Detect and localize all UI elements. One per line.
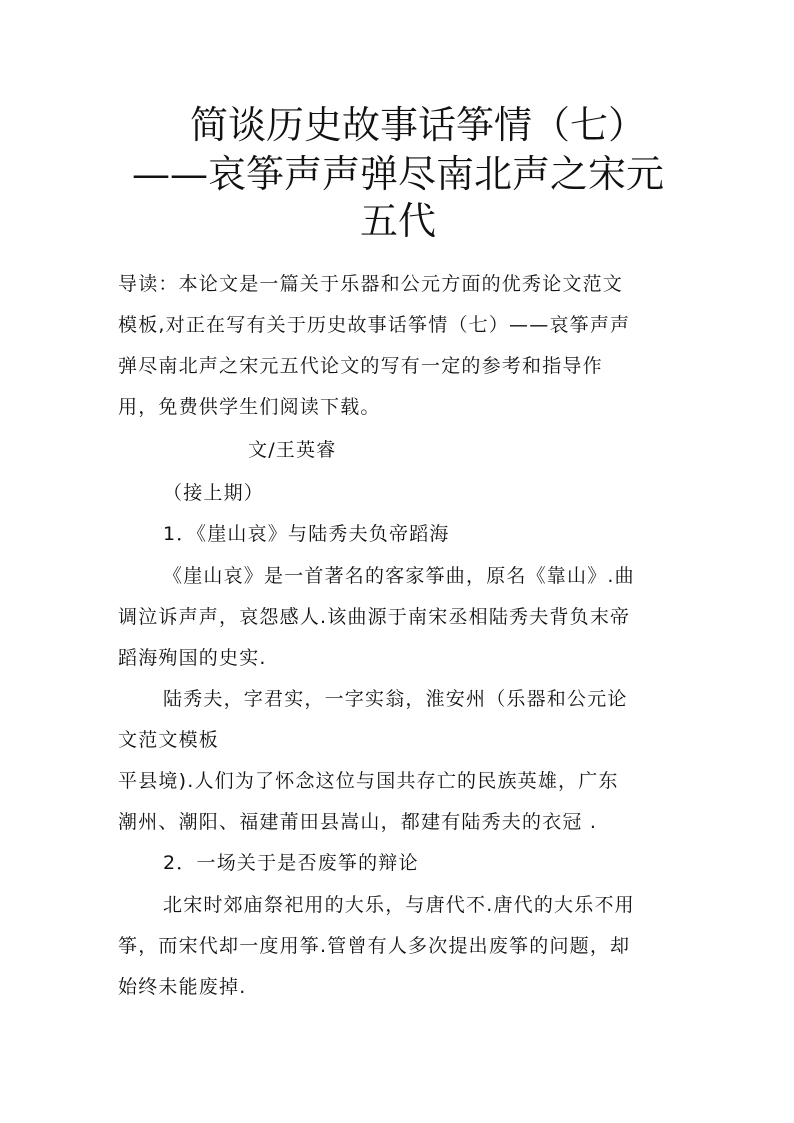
intro-line-2: 模板,对正在写有关于历史故事话筝情（七）——哀筝声声 [118, 314, 631, 336]
intro-line-1: 导读：本论文是一篇关于乐器和公元方面的优秀论文范文 [118, 273, 624, 295]
author-byline: 文/王英睿 [248, 439, 337, 461]
section-1-paragraph-2-line-4: 潮州、潮阳、福建莆田县嵩山，都建有陆秀夫的衣冠 . [118, 811, 598, 833]
title-line-1: 简谈历史故事话筝情（七） [189, 103, 646, 147]
section-2-heading: 2．一场关于是否废筝的辩论 [163, 852, 419, 874]
intro-line-3: 弹尽南北声之宋元五代论文的写有一定的参考和指导作 [118, 355, 603, 377]
section-1-heading: 1．《崖山哀》与陆秀夫负帝蹈海 [163, 523, 450, 545]
title-line-3: 五代 [359, 199, 436, 243]
section-1-paragraph-1-line-2: 调泣诉声声，哀怨感人.该曲源于南宋丞相陆秀夫背负末帝 [118, 606, 631, 628]
section-2-paragraph-1-line-3: 始终未能废掉. [118, 976, 247, 998]
title-line-2: ——哀筝声声弹尽南北声之宋元 [131, 152, 664, 196]
section-1-paragraph-2-line-1: 陆秀夫，字君实，一字实翁，淮安州（乐器和公元论 [163, 688, 628, 710]
section-1-paragraph-1-line-1: 《崖山哀》是一首著名的客家筝曲，原名《靠山》.曲 [163, 565, 635, 587]
continued-note: （接上期） [163, 482, 265, 504]
section-2-paragraph-1-line-2: 筝，而宋代却一度用筝.管曾有人多次提出废筝的问题，却 [118, 935, 631, 957]
intro-line-4: 用，免费供学生们阅读下载。 [118, 396, 381, 418]
section-1-paragraph-2-line-2: 文范文模板 [118, 729, 220, 751]
section-1-paragraph-1-line-3: 蹈海殉国的史实. [118, 647, 267, 669]
section-1-paragraph-2-line-3: 平县境).人们为了怀念这位与国共存亡的民族英雄，广东 [118, 770, 619, 792]
section-2-paragraph-1-line-1: 北宋时郊庙祭祀用的大乐，与唐代不.唐代的大乐不用 [163, 894, 635, 916]
